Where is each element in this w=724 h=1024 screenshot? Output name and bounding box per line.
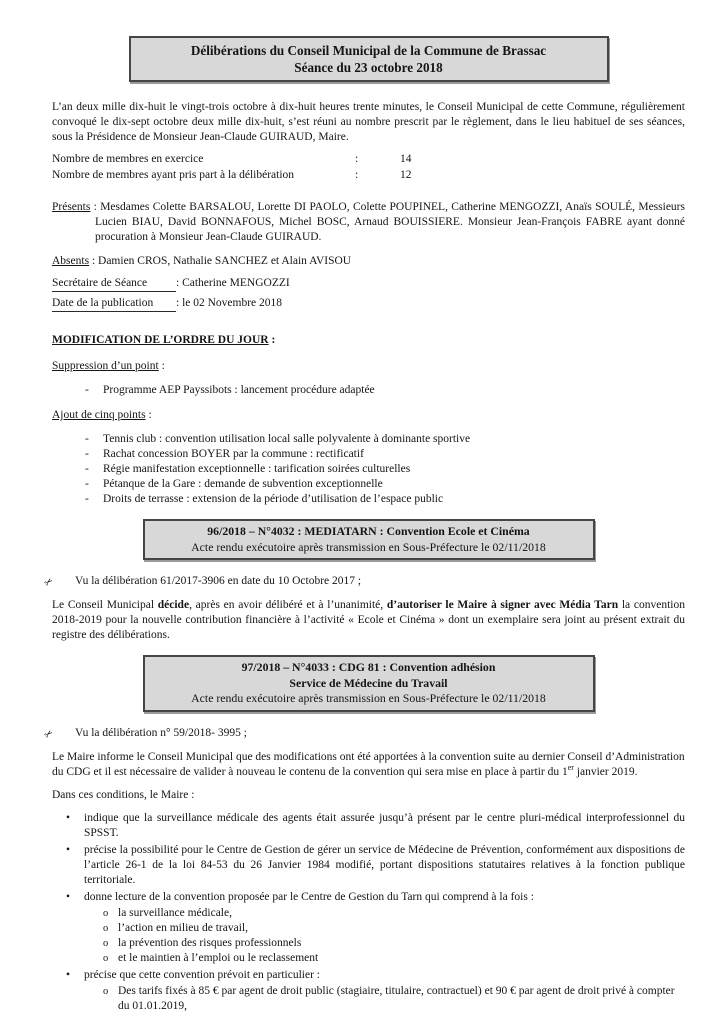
colon-separator: :: [355, 153, 359, 165]
list-item: - Tennis club : convention utilisation local salle polyvalente à dominante sportive: [52, 432, 685, 447]
tarifs-sublist: [84, 984, 685, 1014]
presents-names: Mesdames Colette BARSALOU, Lorette DI PAOLO, Colette POUPINEL, Catherine MENGOZZI, Anaïs SOULÉ, Messieurs Lucien BIAU, David BONNAFOUS, Michel BOSC, Arnaud BOUISSIERE. Monsieur Jean-François FABRE ayant donné procuration à Monsieur Jean-Claude GUIRAUD.: [95, 201, 685, 243]
heading-colon: :: [268, 334, 276, 346]
secretary-value: : Catherine MENGOZZI: [176, 277, 290, 289]
deliberation-96-exec-note: Acte rendu exécutoire après transmission en Sous-Préfecture le 02/11/2018: [191, 539, 546, 554]
bullet-text: donne lecture de la convention proposée par le Centre de Gestion du Tarn qui comprend à la fois :: [84, 890, 534, 903]
publication-date-value: : le 02 Novembre 2018: [176, 297, 283, 309]
member-counts: [52, 152, 685, 183]
mayor-points-list: [52, 811, 685, 1014]
document-title-line-2: Séance du 23 octobre 2018: [294, 60, 443, 75]
list-item: - Pétanque de la Gare : demande de subvention exceptionnelle: [52, 477, 685, 492]
document-title-line-1: Délibérations du Conseil Municipal de la Commune de Brassac: [190, 43, 547, 58]
vu-text: Vu la délibération n° 59/2018- 3995 ;: [75, 726, 247, 739]
count-label: Nombre de membres en exercice: [52, 153, 204, 165]
ajout-label-line: [52, 408, 685, 423]
list-item: - Régie manifestation exceptionnelle : tarification soirées culturelles: [52, 462, 685, 477]
conditions-line: Dans ces conditions, le Maire :: [52, 788, 195, 801]
secretary-line: [52, 276, 685, 292]
deliberation-97-exec-note: Acte rendu exécutoire après transmission en Sous-Préfecture le 02/11/2018: [191, 691, 546, 705]
list-item: - Droits de terrasse : extension de la période d’utilisation de l’espace public: [52, 492, 685, 507]
bullet-text: précise que cette convention prévoit en particulier :: [84, 968, 320, 981]
bullet-item: [52, 843, 685, 888]
list-item: - Programme AEP Payssibots : lancement procédure adaptée: [52, 383, 685, 398]
suppression-list: [52, 383, 685, 398]
suppression-label: Suppression d’un point: [52, 360, 159, 372]
count-row-exercice: [52, 152, 685, 167]
bullet-text: indique que la surveillance médicale des agents était assurée jusqu’à présent par le centre pluri-médical interprofessionnel du SPSST.: [84, 811, 685, 839]
list-item: - Rachat concession BOYER par la commune : rectificatif: [52, 447, 685, 462]
deliberation-97-box: [143, 655, 595, 712]
vu-text: Vu la délibération 61/2017-3906 en date du 10 Octobre 2017 ;: [75, 575, 362, 587]
ajout-label: Ajout de cinq points: [52, 409, 146, 421]
suppression-label-line: [52, 359, 685, 374]
count-row-deliberation: [52, 168, 685, 183]
document-title-box: [129, 36, 609, 82]
bullet-item: [52, 811, 685, 841]
count-label: Nombre de membres ayant pris part à la délibération: [52, 169, 295, 181]
publication-date-label: Date de la publication: [52, 296, 176, 312]
colon-separator: :: [355, 169, 359, 181]
decision-paragraph: [52, 598, 685, 643]
vu-marker-icon: ✂: [42, 727, 56, 741]
decision-text: Le Conseil Municipal: [52, 599, 158, 611]
decision-bold: d’autoriser le Maire à signer avec Média Tarn: [386, 599, 619, 611]
mayor-info-paragraph: [52, 750, 685, 780]
vu-marker-icon: ✂: [42, 575, 56, 590]
convention-content-sublist: [84, 906, 685, 966]
sub-bullet-item: o l’action en milieu de travail,: [84, 921, 685, 936]
count-value: 12: [400, 169, 412, 181]
vu-reference-2: [42, 726, 685, 741]
bullet-text: précise la possibilité pour le Centre de Gestion de gérer un service de Médecine de Prévention, conformément aux dispositions de l’article 26-1 de la loi 84-53 du 26 Janvier 1984 modifié, portant dispositions statutaires relatives à la fonction publique territoriale.: [84, 843, 685, 886]
count-value: 14: [400, 153, 412, 165]
publication-date-line: [52, 296, 685, 312]
info-text: Le Maire informe le Conseil Municipal que des modifications ont été apportées à la convention suite au dernier Conseil d’Administration du CDG et il est nécessaire de valider à nouveau le contenu de la convention qui sera mise en place à partir du 1: [52, 750, 685, 778]
heading-text: MODIFICATION DE L’ORDRE DU JOUR: [52, 334, 269, 346]
deliberation-97-title-line-2: Service de Médecine du Travail: [289, 675, 448, 690]
ajout-list: [52, 432, 685, 507]
sub-bullet-item: o la surveillance médicale,: [84, 906, 685, 921]
vu-reference-1: [42, 574, 685, 590]
decision-text: la convention 2018-2019 pour la nouvelle contribution financière à l’activité « Ecole et Cinéma » dont un exemplaire sera joint au présent extrait du registre des délibérations.: [52, 599, 685, 641]
label-separator: :: [90, 201, 101, 213]
absents-names: Damien CROS, Nathalie SANCHEZ et Alain AVISOU: [98, 255, 352, 267]
label-colon: :: [158, 360, 165, 372]
secretary-label: Secrétaire de Séance: [52, 276, 176, 292]
bullet-item: [52, 890, 685, 966]
sub-bullet-item: o la prévention des risques professionnels: [84, 936, 685, 951]
decision-bold: décide: [157, 599, 190, 611]
order-modification-heading: [52, 333, 685, 348]
decision-text: , après en avoir délibéré et à l’unanimité,: [189, 599, 387, 611]
deliberation-96-title: 96/2018 – N°4032 : MEDIATARN : Convention Ecole et Cinéma: [207, 524, 530, 538]
sub-bullet-item: o Des tarifs fixés à 85 € par agent de droit public (stagiaire, titulaire, contractuel) et 90 € par agent de droit privé à compter du 01.01.2019,: [84, 984, 685, 1014]
sub-bullet-item: o et le maintien à l’emploi ou le reclassement: [84, 951, 685, 966]
presents-line: [52, 200, 685, 245]
label-separator: :: [89, 255, 99, 267]
deliberation-96-box: [143, 519, 595, 560]
absents-label: Absents: [52, 255, 90, 267]
bullet-item: [52, 968, 685, 1014]
deliberation-97-title-line-1: 97/2018 – N°4033 : CDG 81 : Convention adhésion: [241, 660, 496, 674]
info-text: janvier 2019.: [573, 765, 638, 778]
ordinal-superscript: er: [567, 762, 574, 772]
absents-line: [52, 254, 685, 269]
presents-label: Présents: [52, 201, 91, 213]
label-colon: :: [145, 409, 152, 421]
preamble-paragraph: L’an deux mille dix-huit le vingt-trois octobre à dix-huit heures trente minutes, le Conseil Municipal de cette Commune, régulièrement convoqué le dix-sept octobre deux mille dix-huit, s’est réuni au nombre prescrit par le règlement, dans le lieu habituel de ses séances, sous la Présidence de Monsieur Jean-Claude GUIRAUD, Maire.: [52, 101, 685, 143]
